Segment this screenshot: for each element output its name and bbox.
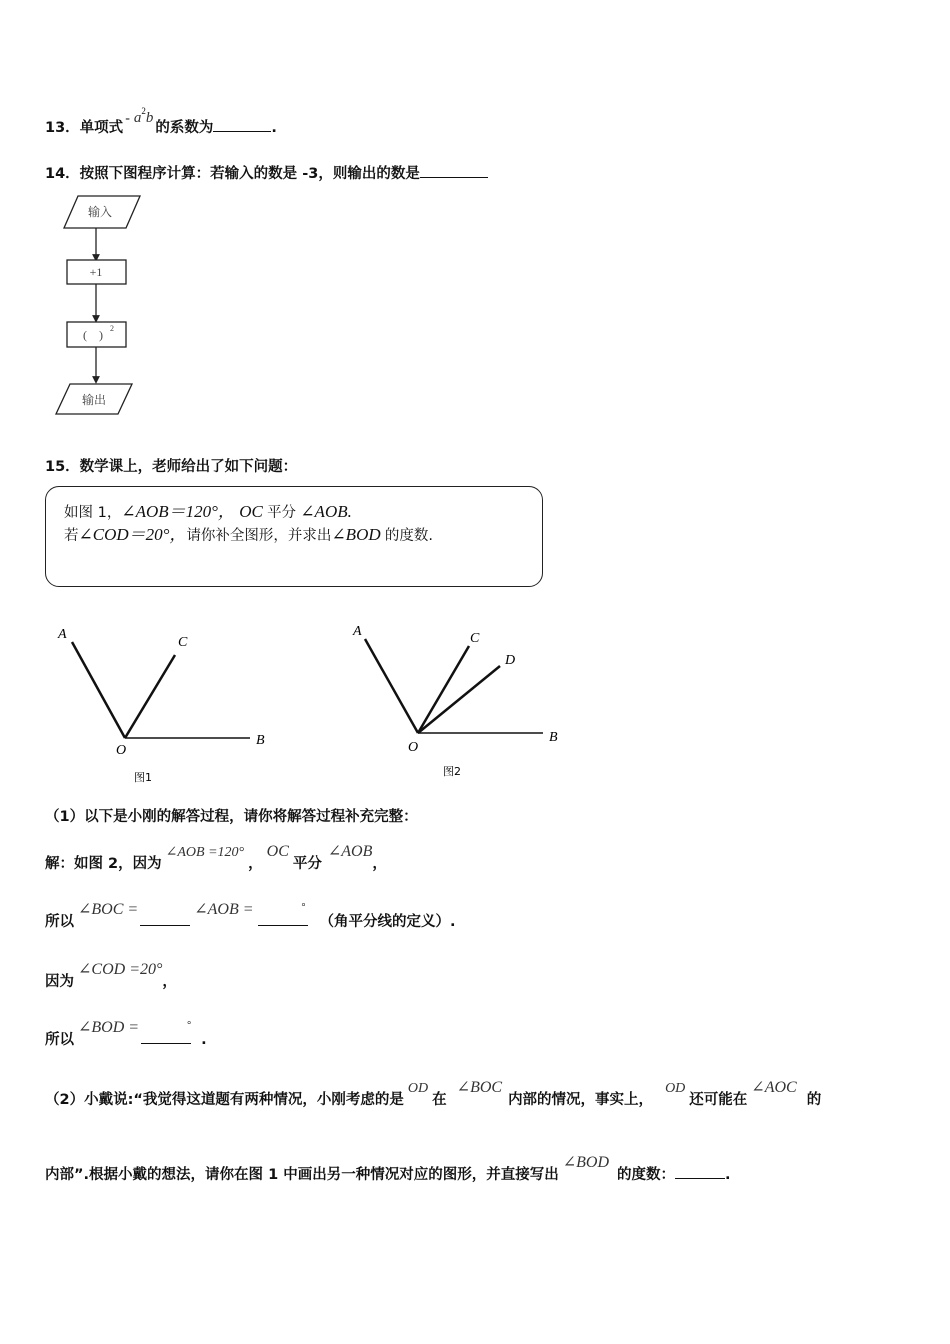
problem-l1-a: 如图 1，: [64, 505, 122, 521]
fig2-ray-oa: [365, 639, 418, 733]
part1-so2-line: [45, 1019, 207, 1049]
fig2-label-b: B: [549, 730, 558, 745]
bod-blank[interactable]: [141, 1029, 191, 1044]
flow-output-label: 输出: [81, 393, 107, 407]
sol-aob-120: ∠AOB =120°: [165, 845, 245, 860]
fig1-ray-oc: [125, 655, 175, 738]
part2-inside: 内部的情况，事实上，: [508, 1092, 654, 1108]
degree-2: °: [187, 1020, 192, 1031]
flow-square-label: ( ): [83, 328, 103, 342]
fig2-label-c: C: [470, 631, 480, 646]
aob-eq: ∠AOB =: [194, 901, 254, 918]
part2-od-2: OD: [665, 1081, 686, 1096]
part2-p1: （2）小戴说:“我觉得这道题有两种情况，小刚考虑的是: [45, 1092, 404, 1108]
q14-line: [45, 162, 488, 183]
q14-flowchart: [50, 190, 150, 422]
problem-l1-d: 平分: [267, 505, 297, 521]
boc-blank[interactable]: [140, 911, 190, 926]
boc-eq: ∠BOC =: [78, 901, 139, 918]
fig2-label-o: O: [408, 740, 419, 755]
q13-expr-b: b: [145, 110, 154, 126]
part2-bod: ∠BOD: [562, 1154, 610, 1171]
part2-degrees-of: 的度数：: [617, 1167, 676, 1183]
part2-may: 还可能在: [689, 1092, 748, 1108]
fig1-caption: 图1: [134, 771, 152, 784]
so-2: 所以: [45, 1032, 74, 1048]
because-comma: ，: [162, 974, 177, 990]
sol-prefix: 解：如图 2，因为: [45, 856, 162, 872]
q13-line: [45, 106, 277, 137]
degree-1: °: [301, 902, 306, 913]
flow-square-exponent: 2: [110, 324, 114, 333]
fig2-caption: 图2: [443, 765, 461, 778]
flow-input-label: 输入: [87, 205, 113, 219]
problem-l2-c: 请你补全图形，并求出: [186, 528, 332, 544]
fig1-label-a: A: [58, 627, 67, 642]
sol-oc: OC: [266, 843, 289, 860]
q13-expr-exp: 2: [141, 106, 146, 116]
part2-line2-text: 内部”.根据小戴的想法，请你在图 1 中画出另一种情况对应的图形，并直接写出: [45, 1167, 559, 1183]
part1-title: （1）以下是小刚的解答过程，请你将解答过程补充完整：: [45, 809, 418, 825]
problem-l2-b: ∠COD＝20°，: [78, 525, 187, 544]
part1-solution-line: [45, 843, 387, 873]
part2-answer-blank[interactable]: [675, 1164, 725, 1179]
q14-answer-blank[interactable]: [420, 163, 488, 178]
fig1-label-c: C: [178, 635, 188, 650]
flow-plus-one-label: +1: [89, 265, 103, 279]
part2-od: OD: [407, 1081, 429, 1096]
q13-answer-blank[interactable]: [213, 117, 271, 132]
so-1: 所以: [45, 914, 74, 930]
q13-expr-sign: -: [125, 111, 130, 126]
q14-text: 14．按照下图程序计算：若输入的数是 -3，则输出的数是: [45, 166, 420, 182]
problem-l1-e: ∠AOB.: [300, 502, 352, 521]
figure-2: [345, 615, 575, 785]
problem-l1-b: ∠AOB＝120°，: [121, 502, 235, 521]
q15-problem-box: [45, 486, 543, 587]
q15-intro: 15．数学课上，老师给出了如下问题：: [45, 459, 298, 475]
part1-so-line: [45, 901, 456, 931]
part2-line-2: [45, 1154, 731, 1184]
q13-end: .: [271, 120, 277, 136]
fig1-ray-oa: [72, 642, 125, 738]
fig2-ray-oc: [418, 646, 469, 733]
part2-in: 在: [432, 1092, 447, 1108]
q13-expression: [125, 106, 154, 126]
problem-l2-a: 若: [64, 528, 79, 544]
part2-aoc: ∠AOC: [751, 1079, 797, 1096]
because: 因为: [45, 974, 74, 990]
part1-because-line: [45, 961, 177, 991]
cod-eq: ∠COD =20°: [78, 961, 163, 978]
sol-comma: ，: [248, 856, 263, 872]
problem-line-2: [64, 520, 433, 545]
fig2-label-d: D: [505, 653, 516, 668]
fig2-label-a: A: [353, 624, 362, 639]
q13-expr-a: a: [133, 110, 142, 126]
bisector-reason: （角平分线的定义）.: [319, 914, 456, 930]
fig1-label-o: O: [116, 743, 127, 758]
q13-number: 13．: [45, 120, 80, 136]
sol-comma-2: ，: [372, 856, 387, 872]
part2-of: 的: [806, 1092, 822, 1108]
q13-suffix: 的系数为: [155, 120, 214, 136]
problem-l2-e: 的度数.: [384, 528, 433, 544]
part2-line-1: [45, 1079, 822, 1109]
fig2-ray-od: [418, 666, 500, 733]
sol-bisects: 平分: [292, 856, 322, 872]
fig1-label-b: B: [256, 733, 265, 748]
problem-l2-d: ∠BOD: [331, 525, 381, 544]
problem-l1-c: OC: [239, 502, 263, 521]
part2-end: .: [725, 1167, 731, 1183]
q13-prefix: 单项式: [79, 120, 124, 136]
so2-period: .: [201, 1032, 207, 1048]
bod-eq: ∠BOD =: [78, 1019, 140, 1036]
sol-aob: ∠AOB: [327, 843, 373, 860]
problem-line-1: [64, 497, 352, 522]
aob-blank[interactable]: [258, 911, 308, 926]
part2-boc: ∠BOC: [456, 1079, 503, 1096]
figure-1: [50, 620, 280, 790]
